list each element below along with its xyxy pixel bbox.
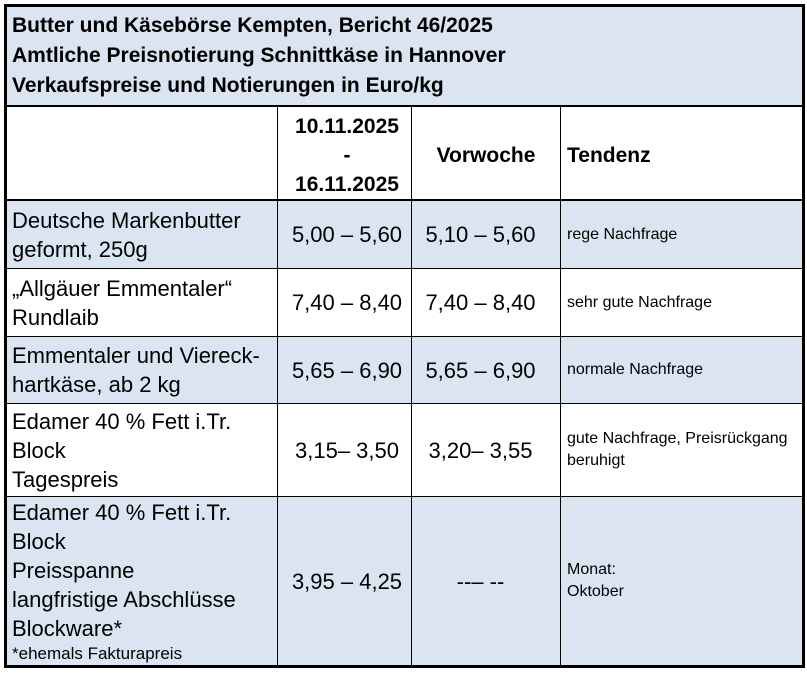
row-4-product-line-1: Edamer 40 % Fett i.Tr. <box>12 408 232 434</box>
row-4-product-line-2: Block <box>12 437 66 463</box>
row-2-current-price: 7,40 – 8,40 <box>291 290 403 315</box>
row-5-trend-line-1: Monat: <box>567 561 616 578</box>
row-5-product-line-1: Edamer 40 % Fett i.Tr. <box>12 499 232 525</box>
row-5-trend-cell <box>561 497 802 665</box>
row-3-current-price-cell <box>278 337 412 404</box>
row-2-trend: sehr gute Nachfrage <box>567 293 712 311</box>
current-week-separator: - <box>343 143 351 167</box>
current-week-start-date: 10.11.2025 <box>295 114 399 138</box>
row-4-trend-line-1: gute Nachfrage, Preisrückgang <box>567 430 788 447</box>
report-subtitle: Amtliche Preisnotierung Schnittkäse in Hannover <box>12 44 506 67</box>
row-4-trend-cell <box>561 404 802 497</box>
price-report-table <box>4 4 805 668</box>
report-units-note: Verkaufspreise und Notierungen in Euro/kg <box>12 74 444 97</box>
row-3-trend-cell <box>561 337 802 404</box>
row-1-trend-cell <box>561 201 802 269</box>
row-5-trend-line-2: Oktober <box>567 583 624 600</box>
row-5-product-line-4: langfristige Abschlüsse <box>12 586 236 612</box>
row-2-product-line-1: „Allgäuer Emmentaler“ <box>12 275 233 301</box>
row-3-trend: normale Nachfrage <box>567 361 704 378</box>
row-3-previous-price: 5,65 – 6,90 <box>425 357 536 383</box>
previous-week-header: Vorwoche <box>436 143 536 167</box>
row-2-product-cell <box>7 269 278 337</box>
row-1-trend: rege Nachfrage <box>567 225 678 243</box>
header-cell-trend <box>561 107 802 201</box>
row-5-product-line-2: Block <box>12 528 66 554</box>
row-1-current-price-cell <box>278 201 412 269</box>
header-cell-current-week <box>278 107 412 201</box>
row-1-product-cell <box>7 201 278 269</box>
row-5-previous-price-cell <box>412 497 561 665</box>
row-1-current-price: 5,00 – 5,60 <box>291 222 403 247</box>
row-4-previous-price: 3,20– 3,55 <box>428 437 533 463</box>
row-2-trend-cell <box>561 269 802 337</box>
row-3-product-cell <box>7 337 278 404</box>
row-2-previous-price-cell <box>412 269 561 337</box>
current-week-end-date: 16.11.2025 <box>295 172 399 196</box>
row-3-previous-price-cell <box>412 337 561 404</box>
row-5-product-line-5: Blockware* <box>12 615 123 641</box>
row-5-footnote: *ehemals Fakturapreis <box>12 643 183 663</box>
header-cell-previous-week <box>412 107 561 201</box>
row-4-previous-price-cell <box>412 404 561 497</box>
row-4-trend-line-2: beruhigt <box>567 452 625 469</box>
row-5-previous-price: --– -- <box>456 568 505 594</box>
report-title: Butter und Käsebörse Kempten, Bericht 46/2025 <box>12 14 493 37</box>
row-5-product-cell <box>7 497 278 665</box>
row-3-product-line-2: hartkäse, ab 2 kg <box>12 372 181 397</box>
row-1-previous-price: 5,10 – 5,60 <box>425 222 536 247</box>
row-1-product-line-1: Deutsche Markenbutter <box>12 207 241 233</box>
report-title-block <box>7 7 802 107</box>
trend-header: Tendenz <box>567 143 651 167</box>
row-2-product-line-2: Rundlaib <box>12 304 99 330</box>
row-5-current-price: 3,95 – 4,25 <box>291 568 403 594</box>
row-2-current-price-cell <box>278 269 412 337</box>
row-1-product-line-2: geformt, 250g <box>12 236 148 262</box>
row-4-product-cell <box>7 404 278 497</box>
row-4-current-price-cell <box>278 404 412 497</box>
row-5-current-price-cell <box>278 497 412 665</box>
row-1-previous-price-cell <box>412 201 561 269</box>
row-5-product-line-3: Preisspanne <box>12 557 135 583</box>
header-cell-blank <box>7 107 278 201</box>
row-2-previous-price: 7,40 – 8,40 <box>425 290 536 315</box>
row-4-current-price: 3,15– 3,50 <box>295 437 399 463</box>
row-3-current-price: 5,65 – 6,90 <box>291 357 403 383</box>
row-4-product-line-3: Tagespreis <box>12 466 119 492</box>
row-3-product-line-1: Emmentaler und Viereck- <box>12 343 260 368</box>
